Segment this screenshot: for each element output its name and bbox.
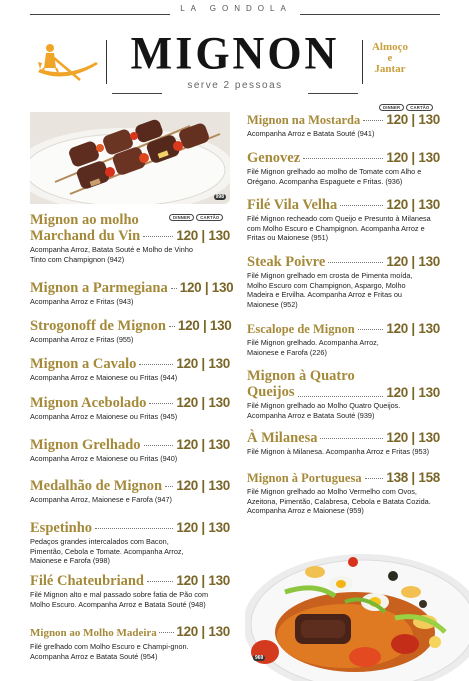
item-description: Acompanha Arroz e Fritas (943) [30,297,134,306]
item-header [30,520,230,536]
dot-leader [149,403,173,404]
price-labels-right [379,104,433,111]
menu-item [247,368,440,420]
meal-line-2: e [387,52,393,64]
carto-label: CARTÃO [196,214,223,221]
item-name: Mignon a Parmegiana [30,280,168,296]
item-name: Strogonoff de Mignon [30,318,166,334]
item-name: Escalope de Mignon [247,322,355,336]
item-name: Genovez [247,150,301,166]
skewers-photo [30,112,230,204]
item-name: Mignon Grelhado [30,437,141,453]
menu-item [247,112,440,139]
dot-leader [147,581,173,582]
item-price: 120 | 130 [386,321,440,336]
item-description: Acompanha Arroz, Batata Souté e Molho de Vinho Tinto com Champignon (942) [30,245,193,264]
dot-leader [328,262,383,263]
item-price: 120 | 130 [176,395,230,410]
item-price: 120 | 130 [386,150,440,165]
menu-item [30,395,230,422]
skewers-illustration [30,112,230,204]
item-price: 120 | 130 [179,280,234,295]
dinner-label: DINNER [169,214,194,221]
page-title: MIGNON [130,27,340,80]
item-header [247,197,440,213]
item-name: Mignon ao Molho Madeira [30,627,157,639]
serves-text: serve 2 pessoas [187,80,283,91]
item-header [30,573,230,589]
item-description: Acompanha Arroz e Maionese ou Fritas (945) [30,412,178,421]
dinner-label: DINNER [379,104,404,111]
item-header [247,150,440,166]
carto-label: CARTÃO [406,104,433,111]
dot-leader [95,528,173,529]
item-price: 120 | 130 [386,254,440,269]
dot-leader [165,486,173,487]
dot-leader [320,438,383,439]
item-description: Acompanha Arroz e Fritas (955) [30,335,134,344]
item-name: Medalhão de Mignon [30,478,163,494]
dot-leader [144,445,174,446]
item-name: À Milanesa [247,430,318,446]
item-description: Acompanha Arroz e Maionese ou Fritas (944) [30,373,178,382]
dot-leader [143,236,173,237]
menu-item [30,573,230,609]
item-name: Filé Chateubriand [30,573,144,589]
item-description: Filé Mignon grelhado. Acompanha Arroz, Maionese e Farofa (226) [247,338,379,357]
item-name: Mignon a Cavalo [30,356,137,372]
serves-rule-right [308,93,358,94]
menu-item [30,212,230,264]
item-price: 120 | 130 [176,356,230,371]
dot-leader [365,478,384,479]
plate-photo-number: 969 [255,655,264,661]
item-price: 120 | 130 [176,228,230,243]
item-name: Filé Vila Velha [247,197,338,213]
menu-item [247,430,440,457]
item-description: Acompanha Arroz, Maionese e Farofa (947) [30,495,172,504]
header-divider-right [362,40,363,84]
menu-item [30,478,230,505]
item-price: 120 | 130 [177,318,232,333]
item-description: Filé Mignon grelhado ao Molho Quatro Queijos. Acompanha Arroz e Batata Souté (939) [247,401,401,420]
menu-item [30,356,230,383]
item-description: Filé Mignon alto e mal passado sobre fatia de Pão com Molho Escuro. Acompanha Arroz e Batata Souté (948) [30,590,209,609]
item-header [30,478,230,494]
item-header [247,430,440,446]
item-header [30,318,230,334]
item-header [30,624,230,641]
item-name: Mignon à Portuguesa [247,471,362,485]
dot-leader [298,396,384,397]
item-name: Mignon na Mostarda [247,113,361,127]
menu-item [30,624,230,661]
meal-line-3: Jantar [374,63,406,75]
skewers-photo-number: 998 [215,194,224,200]
plate-illustration [245,532,469,681]
item-price: 138 | 158 [386,470,440,485]
item-name: Mignon Acebolado [30,395,147,411]
item-name-line2: Queijos [247,384,295,400]
brand-name: LA GONDOLA [180,4,292,13]
header-rule-left [30,14,170,15]
item-price: 120 | 130 [176,437,230,452]
menu-item [247,321,440,357]
item-header [247,321,440,337]
dot-leader [169,326,175,327]
item-price: 120 | 130 [386,430,440,445]
dot-leader [159,632,175,633]
item-name: Espetinho [30,520,93,536]
item-name-line2: Marchand du Vin [30,228,141,244]
item-name: Mignon à Quatro [247,368,355,384]
plate-photo [245,532,469,681]
dot-leader [139,364,173,365]
item-price: 120 | 130 [386,385,440,400]
menu-item [30,437,230,464]
menu-item [247,470,440,516]
dot-leader [340,205,383,206]
item-header [247,254,440,270]
item-description: Filé Mignon grelhado ao Molho Vermelho com Ovos, Azeitona, Pimentão, Calabresa, Cebola e Batata Cozida. Acompanha Arroz e Maionese (959) [247,487,431,516]
serves-rule-left [112,93,162,94]
item-description: Pedaços grandes intercalados com Bacon, Pimentão, Cebola e Tomate. Acompanha Arroz, Maionese e Farofa (998) [30,537,184,566]
item-description: Filé grelhado com Molho Escuro e Champi-gnon. Acompanha Arroz e Batata Souté (954) [30,642,189,661]
item-price: 120 | 130 [386,112,440,127]
item-header [247,470,440,486]
item-price: 120 | 130 [176,624,230,639]
item-header [247,112,440,128]
dot-leader [358,329,384,330]
item-price: 120 | 130 [176,573,230,588]
item-description: Filé Mignon grelhado em crosta de Pimenta moída, Molho Escuro com Champignon, Aspargo, Molho Madeira e Ervilha. Acompanha Arroz e Fritas ou Maionese (952) [247,271,413,309]
meal-line-1: Almoço [371,41,409,53]
dot-leader [171,288,177,289]
item-name: Mignon ao molho [30,212,139,228]
item-header [30,228,230,244]
item-description: Filé Mignon grelhado ao molho de Tomate com Alho e Orégano. Acompanha Espaguete e Fritas. (936) [247,167,422,186]
item-header [30,356,230,372]
dot-leader [303,158,383,159]
menu-item [30,520,230,566]
gondola-logo-icon [36,38,100,88]
item-description: Acompanha Arroz e Maionese ou Fritas (940) [30,454,178,463]
item-description: Filé Mignon recheado com Queijo e Presunto à Milanesa com Molho Escuro e Champignon. Acompanha Arroz e Fritas ou Maionese (951) [247,214,431,243]
item-header [30,395,230,411]
menu-item [30,280,234,307]
menu-item [247,197,440,243]
item-header [247,384,440,400]
item-header [30,280,234,296]
item-description: Acompanha Arroz e Batata Souté (941) [247,129,375,138]
header-rule-right [300,14,440,15]
dot-leader [363,120,383,121]
item-price: 120 | 130 [176,478,230,493]
menu-item [247,254,440,309]
item-price: 120 | 130 [386,197,440,212]
item-price: 120 | 130 [176,520,230,535]
item-name: Steak Poivre [247,254,326,270]
menu-item [30,318,230,345]
menu-item [247,150,440,186]
item-header [30,437,230,453]
meal-times [368,42,412,75]
item-description: Filé Mignon à Milanesa. Acompanha Arroz e Fritas (953) [247,447,430,456]
header-divider-left [106,40,107,84]
